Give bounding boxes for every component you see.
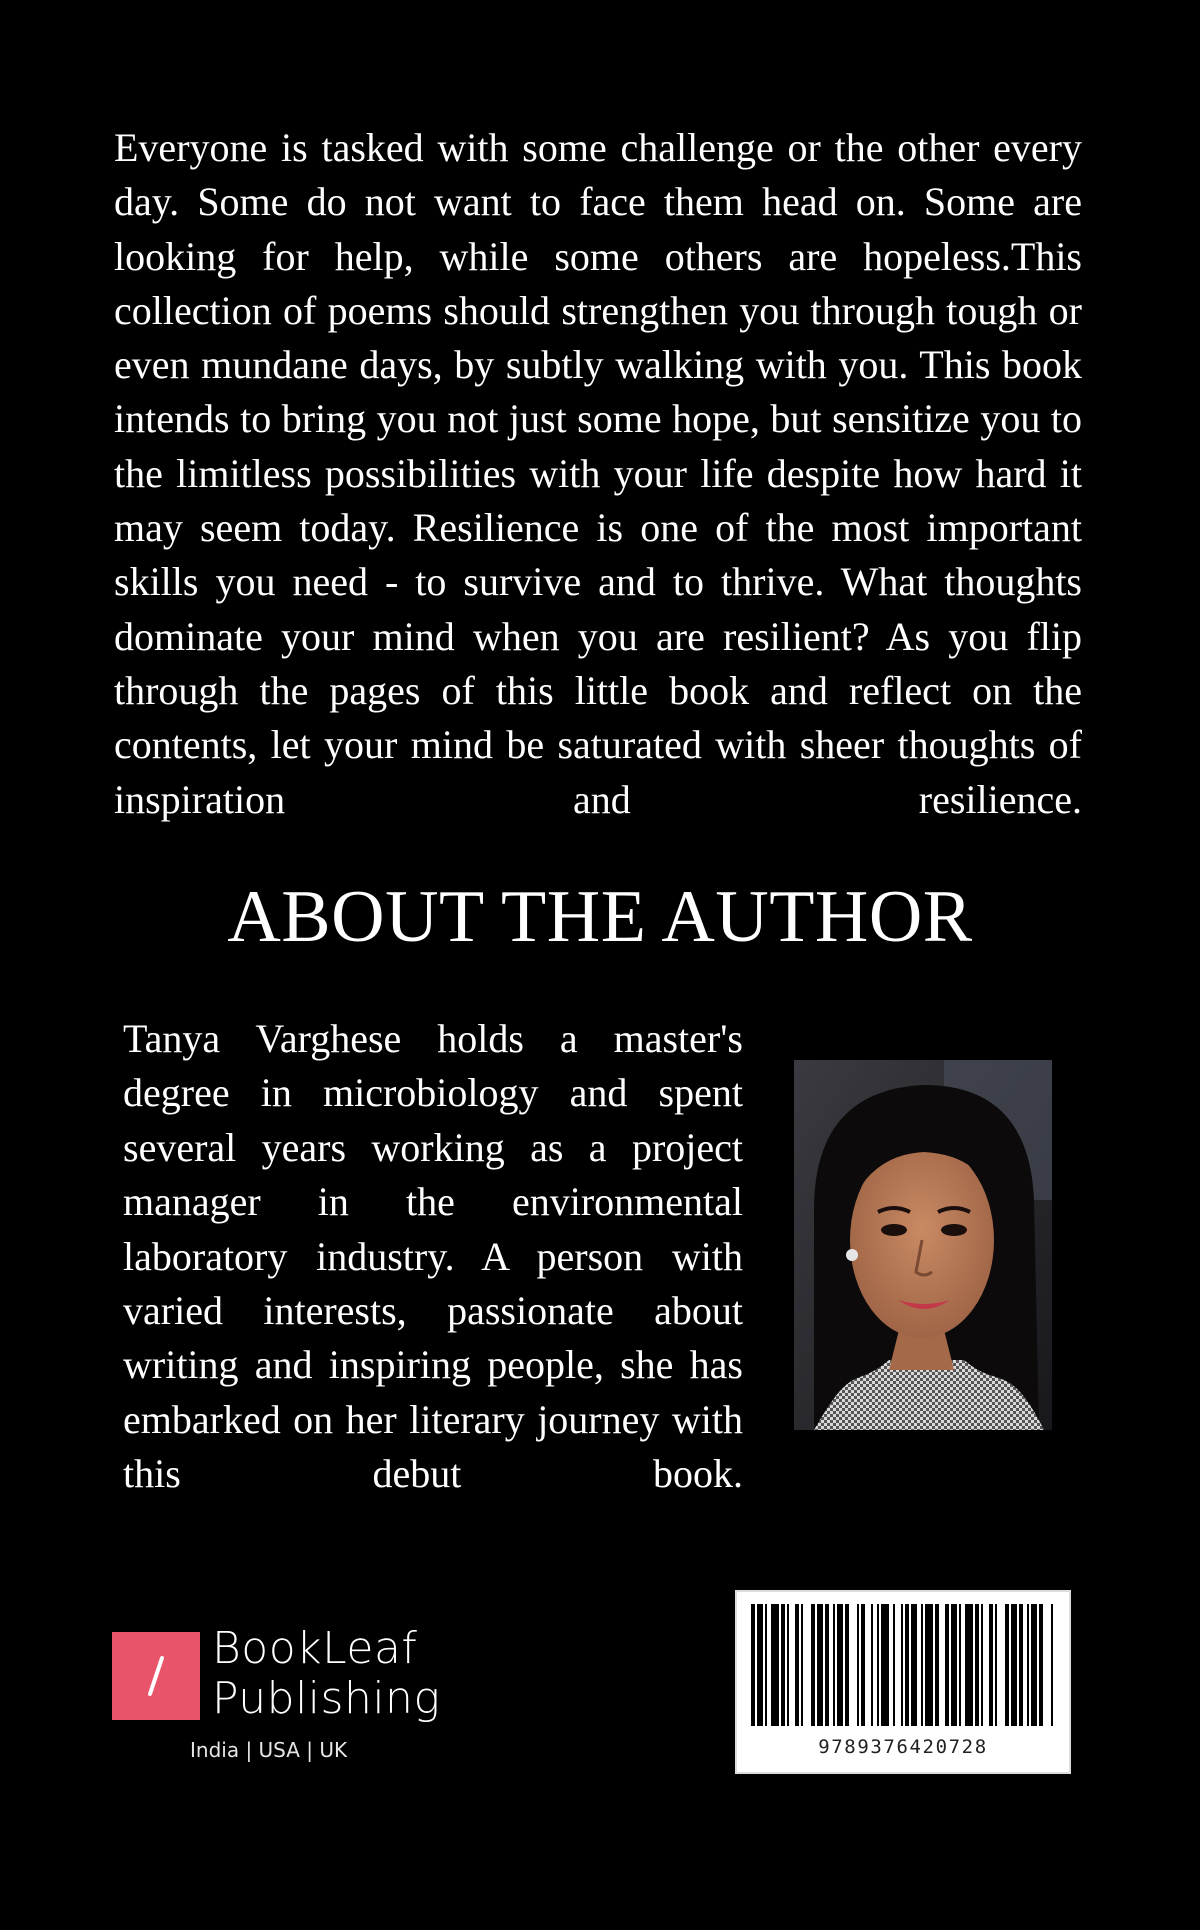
publisher-name: [212, 1624, 440, 1724]
barcode-icon: [737, 1592, 1069, 1732]
bio-line: degree in microbiology and spent: [123, 1070, 743, 1116]
bio-line: laboratory industry. A person with: [123, 1233, 743, 1279]
publisher-logo: [112, 1623, 472, 1772]
blurb-line: collection of poems should strengthen you through tough: [114, 287, 1038, 333]
blurb-line: with sheer thoughts of inspiration and resilience.: [114, 722, 1083, 822]
author-bio: [123, 1012, 743, 1502]
publisher-name-line2: Publishing: [212, 1673, 441, 1724]
blurb-line: Everyone is tasked with some challenge or the other every: [114, 125, 1082, 170]
blurb-line: resilient? As you flip through the pages of this little book: [114, 613, 1082, 713]
publisher-name-line1: BookLeaf: [212, 1623, 418, 1674]
slash-mark-icon: [112, 1632, 200, 1720]
bio-line: with this debut book.: [123, 1396, 743, 1497]
bio-line: Tanya Varghese holds a master's: [123, 1016, 743, 1061]
bio-line: several years working as a project: [123, 1124, 743, 1170]
blurb-line: despite how hard it may seem today. Resilience is one of: [114, 450, 1082, 551]
bio-line: writing and inspiring people, she has: [123, 1342, 743, 1388]
blurb-line: book intends to bring you not just some hope, but: [114, 342, 1083, 442]
bio-line: varied interests, passionate about: [123, 1288, 743, 1334]
blurb-line: the most important skills you need - to survive and to: [114, 505, 1082, 605]
blurb-line: or even mundane days, by subtly walking with you. This: [114, 287, 1082, 388]
blurb-line: looking for help, while some others are hopeless.This: [114, 233, 1082, 279]
bio-line: manager in the environmental: [123, 1179, 743, 1225]
book-blurb: [114, 121, 1082, 827]
publisher-regions: India | USA | UK: [190, 1738, 348, 1762]
isbn-number: 9789376420728: [818, 1736, 988, 1758]
blurb-line: thrive. What thoughts dominate your mind when you are: [114, 559, 1082, 659]
bio-line: embarked on her literary journey: [123, 1396, 660, 1442]
about-author-heading: ABOUT THE AUTHOR: [227, 876, 973, 958]
isbn-barcode: [735, 1590, 1071, 1774]
author-portrait-icon: [794, 1060, 1052, 1430]
blurb-line: and reflect on the contents, let your mind be saturated: [114, 667, 1083, 768]
author-photo: [794, 1060, 1052, 1430]
blurb-line: sensitize you to the limitless possibilities with your life: [114, 396, 1082, 496]
blurb-line: day. Some do not want to face them head on. Some are: [114, 179, 1082, 225]
